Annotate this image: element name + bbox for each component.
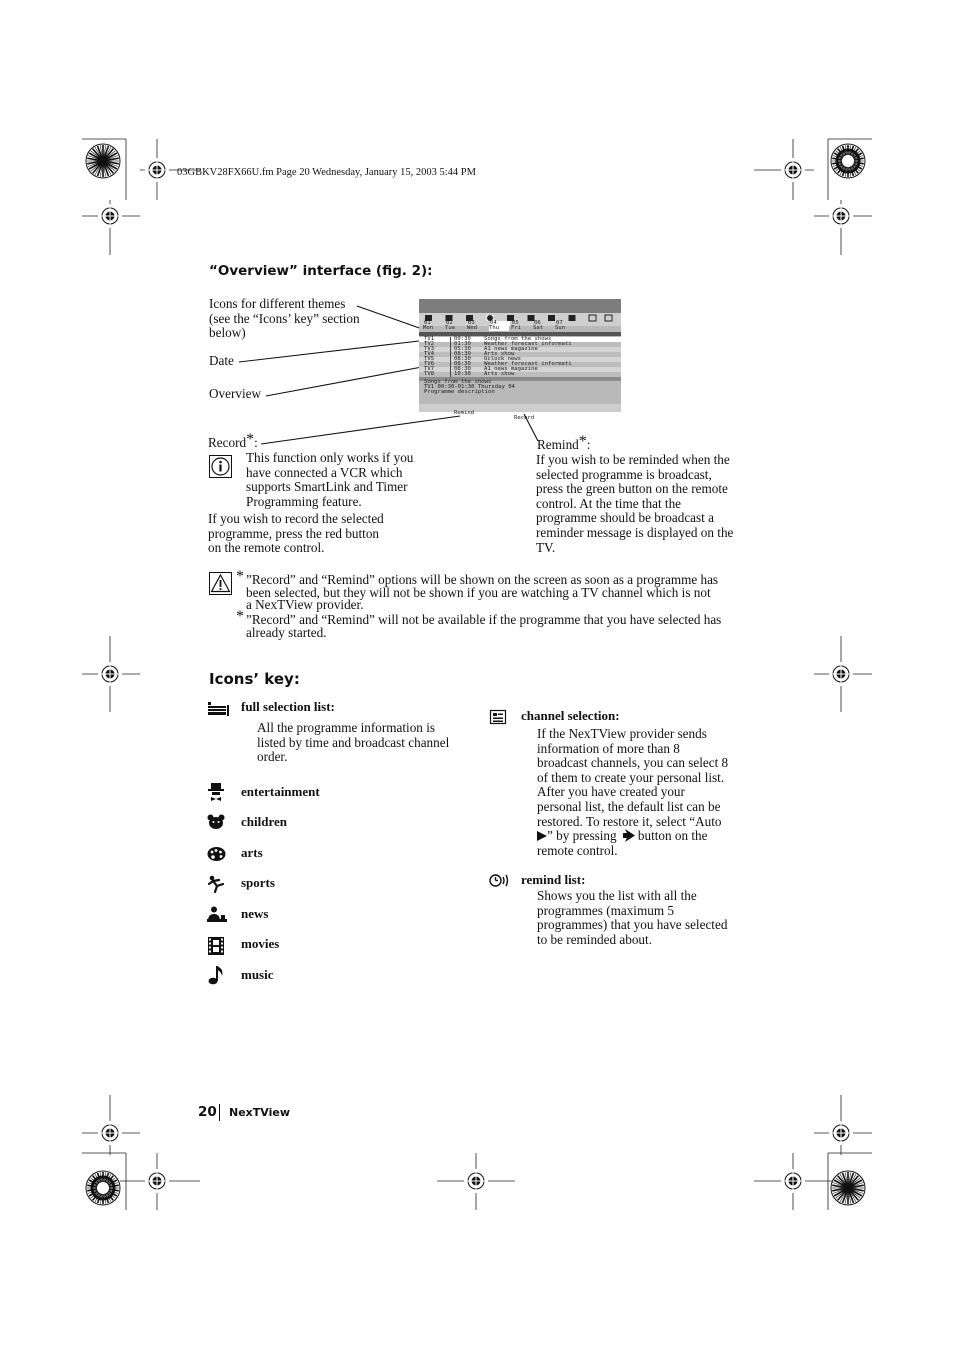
warning-line: a NexTView provider. — [246, 597, 364, 613]
footer-section: NexTView — [229, 1106, 290, 1119]
tv-detail-title-text: Songs from the shows — [424, 379, 492, 385]
label-themes-line: below) — [209, 325, 246, 341]
full-selection-line: listed by time and broadcast channel — [257, 734, 450, 750]
record-note-line: This function only works if you — [246, 450, 414, 465]
tv-channel-name: TV6 — [424, 361, 435, 367]
joystick-arrow-icon — [623, 829, 635, 842]
remind-list-title: remind list: — [521, 872, 586, 887]
tv-channel-name: TV7 — [424, 366, 435, 372]
tv-day-name[interactable]: Wed — [467, 325, 478, 331]
full-list-icon — [208, 702, 230, 716]
full-selection-text — [257, 721, 472, 765]
tv-channel-list — [419, 337, 621, 379]
children-label: children — [241, 814, 287, 829]
tv-remind-button[interactable]: Remind — [454, 410, 475, 416]
warning-star-1: * — [236, 568, 244, 585]
tv-day-number[interactable]: 06 — [534, 320, 541, 326]
page-number: 20 — [198, 1104, 217, 1120]
tv-programme-time: 08:30 — [454, 351, 471, 357]
channel-selection-line: restored. To restore it, select “Auto — [537, 813, 722, 829]
remind-colon: : — [586, 437, 591, 452]
record-label — [208, 431, 258, 451]
tv-programme-time: 08:30 — [454, 366, 471, 372]
tv-detail-time-text: TV1 00:30-01:30 Thursday 04 — [424, 384, 515, 390]
record-text-line: programme, press the red button — [208, 525, 380, 541]
channel-selection-line: remote control. — [537, 842, 618, 858]
movies-icon — [208, 937, 224, 955]
label-themes-line: Icons for different themes — [209, 296, 346, 311]
tv-day-number[interactable]: 04 — [490, 321, 510, 326]
channel-selection-line: information of more than 8 — [537, 740, 680, 756]
warning-icon — [209, 572, 233, 596]
remind-text-line: If you wish to be reminded when the — [536, 452, 730, 467]
news-icon — [207, 906, 227, 922]
channel-selection-line: button on the — [637, 828, 708, 844]
remind-text-line: reminder message is displayed on the — [536, 524, 734, 540]
label-overview: Overview — [209, 386, 261, 401]
tv-channel-name: TV8 — [424, 371, 435, 377]
tv-programme-time: 05:30 — [454, 346, 471, 352]
entertainment-icon — [207, 783, 225, 803]
remind-list-line: programmes) that you have selected — [537, 917, 728, 933]
children-icon — [207, 814, 225, 830]
tv-programme-time: 08:30 — [454, 356, 471, 362]
remind-star: * — [578, 433, 587, 450]
icons-key-heading: Icons’ key: — [209, 670, 300, 688]
label-themes-line: (see the “Icons’ key” section — [209, 310, 360, 326]
remind-text — [536, 453, 751, 555]
record-text — [208, 512, 418, 556]
footer-divider — [219, 1104, 220, 1121]
tv-day-name[interactable]: Fri — [511, 325, 522, 331]
tv-day-number[interactable]: 05 — [512, 320, 519, 326]
warning-text-1 — [246, 573, 756, 613]
channel-selection-line: personal list, the default list can be — [537, 798, 721, 814]
header-meta: 03GBKV28FX66U.fm Page 20 Wednesday, January 15, 2003 5:44 PM — [177, 167, 476, 178]
tv-programme-time: 01:30 — [454, 341, 471, 347]
tv-programme-time: 08:30 — [454, 361, 471, 367]
tv-programme-title: A1 news magazine — [484, 346, 538, 352]
record-label-text: Record — [208, 435, 247, 450]
tv-programme-time: 10:30 — [454, 371, 471, 377]
remind-text-line: control. At the time that the — [536, 495, 682, 511]
tv-programme-title: Songs from the shows — [484, 336, 552, 342]
remind-list-line: programmes (maximum 5 — [537, 902, 674, 918]
tv-programme-title: Arts show — [484, 351, 515, 357]
tv-overview-screen — [419, 299, 621, 421]
label-date: Date — [209, 353, 234, 368]
full-selection-line: order. — [257, 749, 288, 765]
warning-star-2: * — [236, 608, 244, 625]
channel-selection-icon — [490, 710, 507, 724]
movies-label: movies — [241, 936, 280, 951]
record-text-line: If you wish to record the selected — [208, 511, 384, 526]
play-arrow-icon — [537, 831, 547, 841]
warning-line: ”Record” and “Remind” options will be shown on the screen as soon as a programme has — [246, 572, 719, 587]
tv-programme-title: Weather forecast informati — [484, 361, 572, 367]
remind-list-text — [537, 889, 752, 947]
tv-channel-name: TV5 — [424, 356, 435, 362]
tv-programme-title: Oclock news — [484, 356, 522, 362]
channel-selection-line: of them to create your personal list. — [537, 769, 725, 785]
remind-text-line: selected programme is broadcast, — [536, 466, 712, 482]
warning-line: already started. — [246, 624, 327, 640]
tv-day-number[interactable]: 07 — [556, 320, 563, 326]
warning-text-2 — [246, 613, 756, 640]
tv-channel-name: TV1 — [424, 336, 435, 342]
remind-label — [537, 433, 591, 453]
tv-channel-name: TV4 — [424, 351, 435, 357]
overview-heading: “Overview” interface (fig. 2): — [209, 263, 433, 279]
record-colon: : — [254, 435, 258, 450]
remind-list-line: Shows you the list with all the — [537, 888, 697, 903]
record-note-line: have connected a VCR which — [246, 464, 403, 480]
tv-top-bar — [419, 299, 621, 313]
tv-date-row — [419, 321, 621, 332]
sports-icon — [207, 875, 226, 893]
record-text-line: on the remote control. — [208, 540, 325, 556]
full-selection-line: All the programme information is — [257, 720, 435, 735]
arts-label: arts — [241, 845, 263, 860]
tv-day-number[interactable]: 01 — [424, 320, 431, 326]
channel-selection-line: ” by pressing — [547, 828, 617, 844]
channel-selection-line: If the NexTView provider sends — [537, 726, 707, 741]
music-icon — [208, 965, 224, 985]
news-label: news — [241, 906, 269, 921]
tv-day-name[interactable]: Tue — [445, 325, 456, 331]
full-selection-title: full selection list: — [241, 699, 335, 714]
tv-channel-name: TV3 — [424, 346, 435, 352]
remind-list-icon — [489, 873, 509, 888]
arts-icon — [207, 846, 226, 862]
channel-selection-line: After you have created your — [537, 784, 685, 800]
tv-detail-desc-text: Programme description — [424, 389, 495, 395]
tv-programme-title: Arts show — [484, 371, 515, 377]
tv-day-number[interactable]: 03 — [468, 320, 475, 326]
record-star: * — [246, 431, 255, 448]
tv-programme-title: Weather forecast informati — [484, 341, 572, 347]
tv-day-name[interactable]: Sat — [533, 325, 544, 331]
warning-line: been selected, but they will not be shown if you are watching a TV channel which is not — [246, 584, 711, 600]
remind-text-line: programme should be broadcast a — [536, 510, 714, 526]
sports-label: sports — [241, 875, 275, 890]
record-note-line: Programming feature. — [246, 493, 362, 509]
channel-selection-arrow-line — [537, 829, 752, 844]
remind-label-text: Remind — [537, 437, 579, 452]
remind-text-line: TV. — [536, 539, 556, 555]
tv-day-name[interactable]: Thu — [489, 326, 509, 331]
tv-day-number[interactable]: 02 — [446, 320, 453, 326]
tv-day-name[interactable]: Sun — [555, 325, 566, 331]
remind-list-line: to be reminded about. — [537, 931, 652, 947]
tv-record-button[interactable]: Record — [514, 415, 535, 421]
tv-detail-desc — [419, 390, 621, 395]
entertainment-label: entertainment — [241, 784, 320, 799]
tv-programme-time: 00:30 — [454, 336, 471, 342]
tv-day-name[interactable]: Mon — [423, 325, 434, 331]
record-note — [246, 451, 436, 509]
music-label: music — [241, 967, 274, 982]
tv-buttons — [419, 406, 621, 421]
tv-programme-title: A1 news magazine — [484, 366, 538, 372]
warning-line: ”Record” and “Remind” will not be available if the programme that you have selected has — [246, 612, 722, 627]
info-icon — [209, 455, 233, 479]
channel-selection-text — [537, 727, 752, 858]
channel-selection-line: broadcast channels, you can select 8 — [537, 755, 729, 771]
record-note-line: supports SmartLink and Timer — [246, 479, 408, 495]
tv-column-separator — [450, 337, 451, 377]
channel-selection-title: channel selection: — [521, 708, 620, 723]
remind-text-line: press the green button on the remote — [536, 481, 728, 497]
tv-channel-name: TV2 — [424, 341, 435, 347]
